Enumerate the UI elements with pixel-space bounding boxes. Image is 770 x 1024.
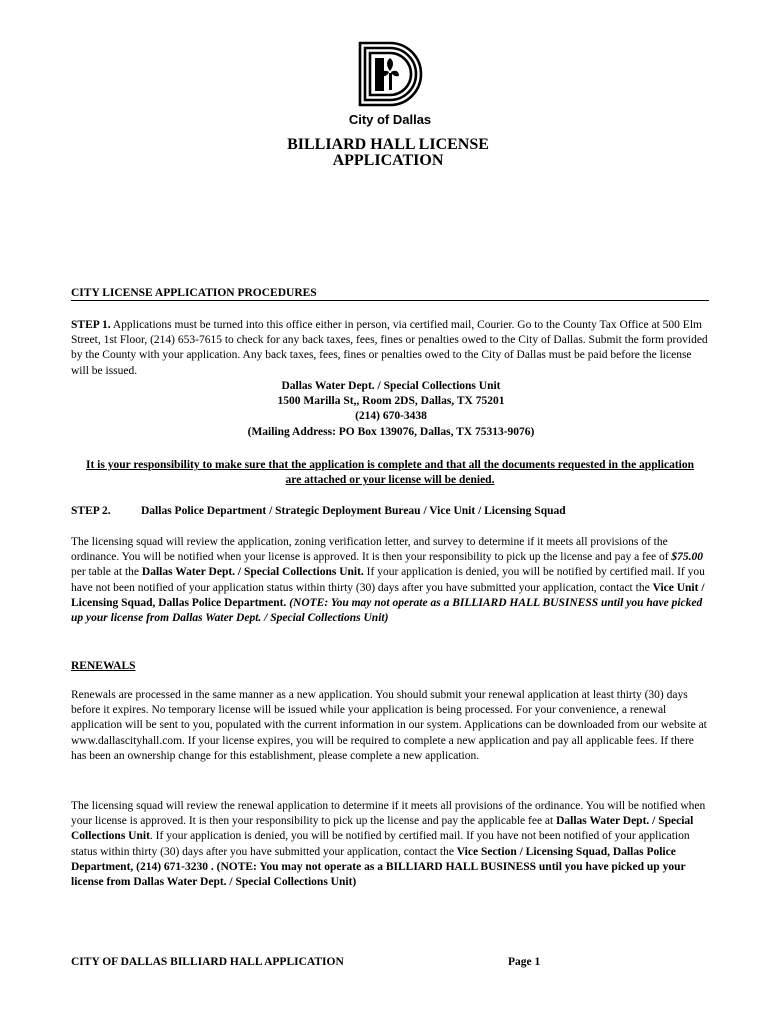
address-block [71, 379, 711, 440]
step2-vice: Vice Unit / Licensing Squad, Dallas Police Department. [71, 581, 705, 609]
step1-paragraph [71, 318, 711, 379]
city-of-dallas-logo [340, 38, 440, 130]
renewals-paragraph-2 [71, 799, 711, 890]
step1-label: STEP 1. [71, 319, 111, 331]
step2-heading [71, 505, 566, 517]
page-number: Page 1 [508, 956, 541, 968]
step2-text-a: The licensing squad will review the application, zoning verification letter, and survey to determine if it meets all provisions of the ordinance. You will be notified when your license is approved. It is then your responsibility to pick up the license and pay a fee of [71, 536, 672, 564]
footer-title: CITY OF DALLAS BILLIARD HALL APPLICATION [71, 956, 344, 968]
address-line-3: (214) 670-3438 [355, 410, 427, 423]
title-line-1: BILLIARD HALL LICENSE [287, 136, 489, 153]
renewals-p2-text-a: The licensing squad will review the renewal application to determine if it meets all provisions of the ordinance. You will be notified when your license is approved. It is then your responsibility to pick up the license and pay the applicable fee at [71, 800, 706, 828]
responsibility-notice: It is your responsibility to make sure that the application is complete and that all the documents requested in the application are attached or your license will be denied. [85, 459, 695, 487]
renewals-paragraph-1: Renewals are processed in the same manner as a new application. You should submit your renewal application at least thirty (30) days before it expires. No temporary license will be issued while your application is being processed. For your convenience, a renewal application will be sent to you, populated with the current information in our system. Applications can be downloaded from our website at www.dallascityhall.com. If your license expires, you will be required to complete a new application and pay all applicable fees. If there has been an ownership change for this establishment, please complete a new application. [71, 689, 707, 762]
step2-department: Dallas Police Department / Strategic Deployment Bureau / Vice Unit / Licensing Squad [141, 505, 566, 517]
step2-label: STEP 2. [71, 505, 111, 517]
procedures-heading: CITY LICENSE APPLICATION PROCEDURES [71, 287, 709, 301]
step2-note: (NOTE: You may not operate as a BILLIARD HALL BUSINESS until you have picked up your license from Dallas Water Dept. / Special Collections Unit) [71, 596, 703, 625]
logo-text: City of Dallas [348, 112, 432, 127]
step2-fee: $75.00 [671, 551, 704, 564]
step1-text: Applications must be turned into this office either in person, via certified mail, Courier. Go to the County Tax Office at 500 Elm Street, 1st Floor, (214) 653-7615 to check for any back taxes, fees, fines or penalties owed to the City of Dallas. Submit the form provided by the County with your application. Any back taxes, fees, fines or penalties owed to the City of Dallas must be paid before the license will be issued. [71, 319, 708, 377]
renewals-p2-unit: Dallas Water Dept. / Special Collections Unit [71, 815, 694, 843]
step2-unit: Dallas Water Dept. / Special Collections Unit. [141, 566, 364, 579]
renewals-p2-vice: Vice Section / Licensing Squad, Dallas Police Department, (214) 671-3230 . (NOTE: You may not operate as a BILLIARD HALL BUSINESS until you have picked up your license from Dallas Water Dept. / Special Collections Unit) [71, 845, 686, 889]
address-line-1: Dallas Water Dept. / Special Collections Unit [281, 380, 501, 392]
address-line-2: 1500 Marilla St,, Room 2DS, Dallas, TX 75201 [277, 395, 505, 408]
renewals-p2-text-b: . If your application is denied, you will be notified by certified mail. If you have not been notified of your application status within thirty (30) days after you have submitted your application, contact the [71, 830, 690, 858]
address-line-4: (Mailing Address: PO Box 139076, Dallas, TX 75313-9076) [247, 425, 535, 438]
document-title [0, 137, 770, 169]
dallas-d-icon [340, 38, 440, 112]
step2-text-c: If your application is denied, you will be notified by certified mail. If you have not been notified of your application status within thirty (30) days after you have submitted your application, contact the [71, 566, 705, 594]
step2-text-b: per table at the [71, 566, 142, 579]
title-line-2: APPLICATION [332, 152, 444, 169]
step2-paragraph [71, 535, 711, 626]
renewals-heading: RENEWALS [71, 660, 136, 672]
